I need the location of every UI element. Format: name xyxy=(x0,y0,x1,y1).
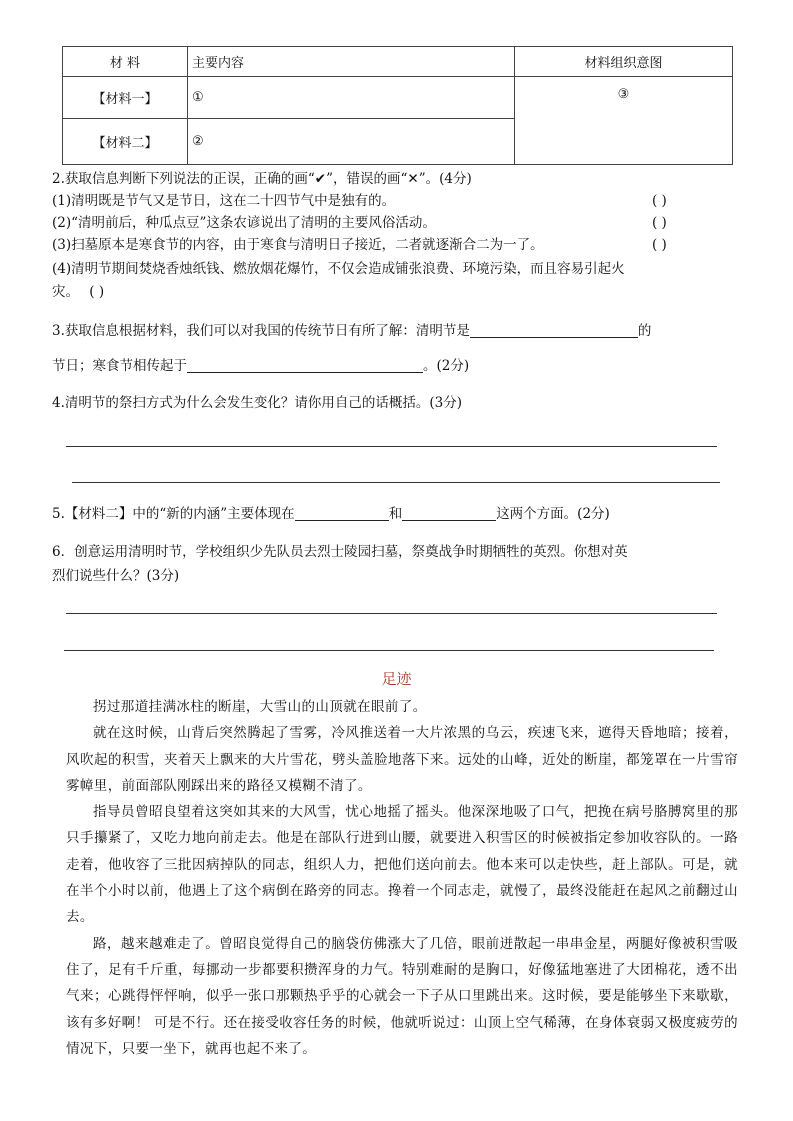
table-intent-cell xyxy=(515,77,733,165)
story-paragraph: 拐过那道挂满冰柱的断崖，大雪山的山顶就在眼前了。 xyxy=(93,699,427,715)
table-row-content: ① xyxy=(188,77,515,119)
story-title: 足迹 xyxy=(381,670,412,688)
q2-answer-paren-4[interactable]: ( ) xyxy=(89,284,105,300)
table-row-label: 【材料一】 xyxy=(63,77,188,119)
q5-text-a: 5.【材料二】中的“新的内涵”主要体现在 xyxy=(52,506,295,522)
table-header-material: 材 料 xyxy=(63,47,188,77)
q3-text-c: 节日；寒食节相传起于 xyxy=(52,358,187,374)
material-table xyxy=(62,46,733,165)
q2-item-4-text: 灾。 xyxy=(52,284,79,300)
q3-line-1 xyxy=(52,320,651,342)
table-row-label: 【材料二】 xyxy=(63,119,188,165)
q4-answer-line-2[interactable] xyxy=(72,482,720,483)
q4-answer-line-1[interactable] xyxy=(66,446,717,447)
story-paragraph: 指导员曾昭良望着这突如其来的大风雪，忧心地摇了摇头。他深深地吸了口气，把挽在病号胳膊窝里的那只手攥紧了，又吃力地向前走去。他是在部队行进到山腰，就要进入积雪区的时候被指定参加收容队的。一路走着，他收容了三批因病掉队的同志，组织人力，把他们送向前去。他本来可以走快些，赶上部队。可是，就在半个小时以前，他遇上了这个病倒在路旁的同志。搀着一个同志走，就慢了，最终没能赶在起风之前翻过山去。 xyxy=(66,804,738,926)
q3-text-a: 3.获取信息根据材料，我们可以对我国的传统节日有所了解：清明节是 xyxy=(52,323,470,339)
table-row-content: ② xyxy=(188,119,515,165)
q3-blank-2[interactable] xyxy=(187,356,423,373)
story-paragraph: 就在这时候，山背后突然腾起了雪雾，冷风推送着一大片浓黑的乌云，疾速飞来，遮得天昏地暗；接着，风吹起的积雪，夹着天上飘来的大片雪花，劈头盖脸地落下来。远处的山峰，近处的断崖，都笼罩在一片雪帘雾幛里，前面部队刚踩出来的路径又模糊不清了。 xyxy=(66,725,738,794)
q5-line xyxy=(52,503,610,525)
q5-text-b: 和 xyxy=(388,506,403,522)
q2-item-4-line2 xyxy=(52,281,104,303)
story-body xyxy=(66,694,738,1062)
q2-item-4-line1: (4)清明节期间焚烧香烛纸钱、燃放烟花爆竹，不仅会造成铺张浪费、环境污染，而且容易引起火 xyxy=(52,261,625,277)
q3-line-2 xyxy=(52,355,469,377)
q2-answer-paren-2[interactable]: ( ) xyxy=(652,215,667,231)
q4-prompt: 4.清明节的祭扫方式为什么会发生变化？请你用自己的话概括。(3分) xyxy=(52,395,463,411)
q2-item-2: (2)“清明前后，种瓜点豆”这条农谚说出了清明的主要风俗活动。 xyxy=(52,215,436,231)
q5-blank-2[interactable] xyxy=(402,504,496,521)
q3-text-d: 。(2分) xyxy=(423,358,470,374)
q2-answer-paren-1[interactable]: ( ) xyxy=(652,193,667,209)
q2-item-1: (1)清明既是节气又是节日，这在二十四节气中是独有的。 xyxy=(52,193,396,209)
q3-blank-1[interactable] xyxy=(470,321,638,338)
q6-answer-line-1[interactable] xyxy=(66,613,717,614)
q5-blank-1[interactable] xyxy=(295,504,389,521)
q2-answer-paren-3[interactable]: ( ) xyxy=(652,237,667,253)
story-paragraph: 路，越来越难走了。曾昭良觉得自己的脑袋仿佛涨大了几倍，眼前迸散起一串串金星，两腿好像被积雪吸住了，足有千斤重，每挪动一步都要积攒浑身的力气。特别难耐的是胸口，好像猛地塞进了大团棉花，透不出气来；心跳得怦怦响，似乎一张口那颗热乎乎的心就会一下子从口里跳出来。这时候，要是能够坐下来歇歇，该有多好啊！ 可是不行。还在接受收容任务的时候，他就听说过：山顶上空气稀薄，在身体衰弱又极度疲劳的情况下，只要一坐下，就再也起不来了。 xyxy=(66,935,738,1057)
q6-line-1: 6．创意运用清明时节，学校组织少先队员去烈士陵园扫墓，祭奠战争时期牺牲的英烈。你想对英 xyxy=(52,544,628,560)
table-header-intent: 材料组织意图 xyxy=(515,47,733,77)
q6-answer-line-2[interactable] xyxy=(64,650,714,651)
q5-text-c: 这两个方面。(2分) xyxy=(496,506,610,522)
q2-prompt: 2.获取信息判断下列说法的正误，正确的画“✔”，错误的画“✕”。(4分) xyxy=(52,171,472,187)
q2-item-3: (3)扫墓原本是寒食节的内容，由于寒食与清明日子接近，二者就逐渐合二为一了。 xyxy=(52,237,544,253)
table-intent-value: ③ xyxy=(617,87,630,102)
q6-line-2: 烈们说些什么？(3分) xyxy=(52,568,180,584)
q3-text-b: 的 xyxy=(637,323,652,339)
table-header-content: 主要内容 xyxy=(188,47,515,77)
